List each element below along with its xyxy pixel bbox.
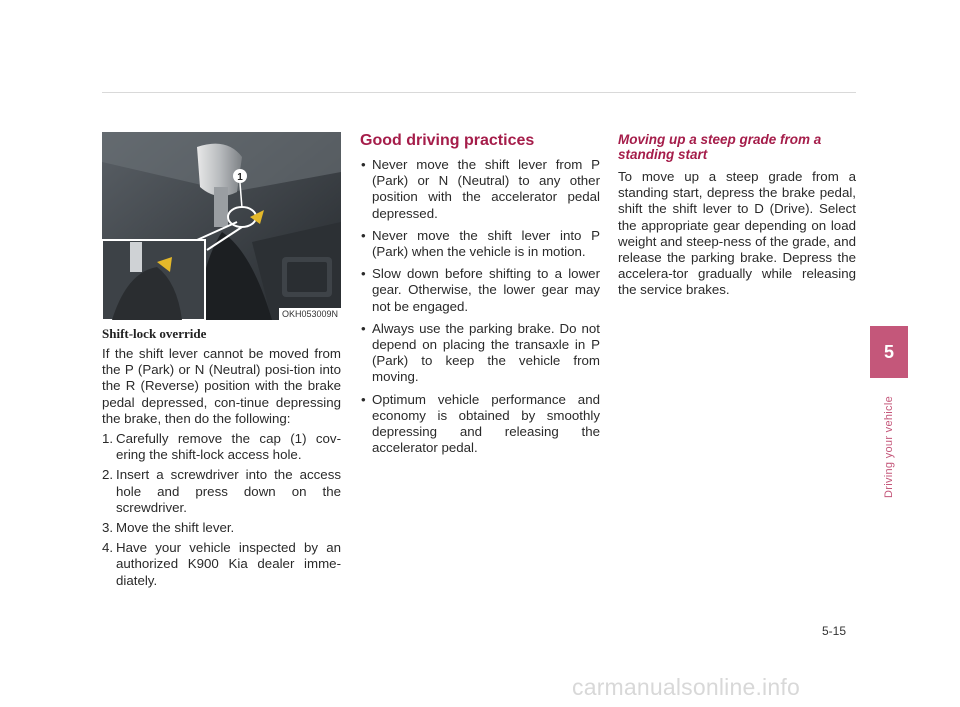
- chapter-tab: 5: [870, 326, 908, 378]
- list-item-text: Always use the parking brake. Do not depend on placing the transaxle in P (Park) to keep the vehicle from moving.: [372, 320, 600, 385]
- step-item: [102, 467, 341, 516]
- list-item: [360, 157, 600, 222]
- bullet-icon: •: [361, 320, 366, 336]
- step-text: Have your vehicle inspected by an authorized K900 Kia dealer imme-diately.: [116, 540, 341, 588]
- list-item-text: Never move the shift lever into P (Park) when the vehicle is in motion.: [372, 227, 600, 260]
- column-steep-grade: [618, 132, 856, 301]
- steep-grade-text: To move up a steep grade from a standing start, depress the brake pedal, shift the shift lever to D (Drive). Select the appropriate gear depending on load weight and steep-ness of the grade, and release the parking brake. Depress the accelera-tor gradually while releasing the service brakes.: [618, 169, 856, 298]
- bullet-icon: •: [361, 227, 366, 243]
- list-item: [360, 392, 600, 457]
- chapter-label: [877, 384, 901, 509]
- bullet-icon: •: [361, 266, 366, 282]
- list-item: [360, 321, 600, 386]
- section-heading: Good driving practices: [360, 132, 535, 149]
- list-item-text: Never move the shift lever from P (Park) or N (Neutral) to any other position with the accelerator pedal depressed.: [372, 157, 600, 221]
- figure-code: OKH053009N: [279, 308, 341, 320]
- list-item-text: Slow down before shifting to a lower gear. Otherwise, the lower gear may not be engaged.: [372, 266, 600, 314]
- step-text: Move the shift lever.: [116, 520, 235, 536]
- column-shift-lock: [102, 132, 341, 593]
- step-number: 3.: [102, 520, 114, 536]
- bullet-icon: •: [361, 157, 366, 172]
- shift-lever-photo: [102, 132, 341, 320]
- subsection-heading: Moving up a steep grade from a standing start: [618, 132, 822, 162]
- page-number: 5-15: [822, 624, 847, 638]
- step-number: 2.: [102, 467, 114, 483]
- step-number: 4.: [102, 540, 114, 556]
- top-rule: [102, 92, 856, 93]
- watermark: carmanualsonline.info: [572, 674, 800, 700]
- callout-number: 1: [237, 172, 243, 183]
- shift-lock-heading: Shift-lock override: [102, 326, 207, 341]
- shift-lock-intro: If the shift lever cannot be moved from the P (Park) or N (Neutral) posi-tion into the R (Reverse) position with the brake pedal depressed, con-tinue depressing the brake, then do the following:: [102, 346, 341, 426]
- step-number: 1.: [102, 431, 114, 447]
- step-item: [102, 520, 341, 536]
- list-item: [360, 266, 600, 315]
- shift-lever-illustration: [102, 132, 341, 320]
- column-driving-practices: [360, 132, 600, 462]
- practice-list: [360, 157, 600, 456]
- step-text: Insert a screwdriver into the access hole and press down on the screwdriver.: [116, 467, 341, 515]
- chapter-title: Driving your vehicle: [883, 395, 895, 498]
- step-text: Carefully remove the cap (1) cov-ering the shift-lock access hole.: [116, 431, 341, 463]
- step-item: [102, 431, 341, 463]
- shift-lock-steps: [102, 431, 341, 589]
- step-item: [102, 540, 341, 589]
- list-item-text: Optimum vehicle performance and economy is obtained by smoothly depressing and releasing the accelerator pedal.: [372, 391, 600, 456]
- bullet-icon: •: [361, 391, 366, 407]
- list-item: [360, 228, 600, 260]
